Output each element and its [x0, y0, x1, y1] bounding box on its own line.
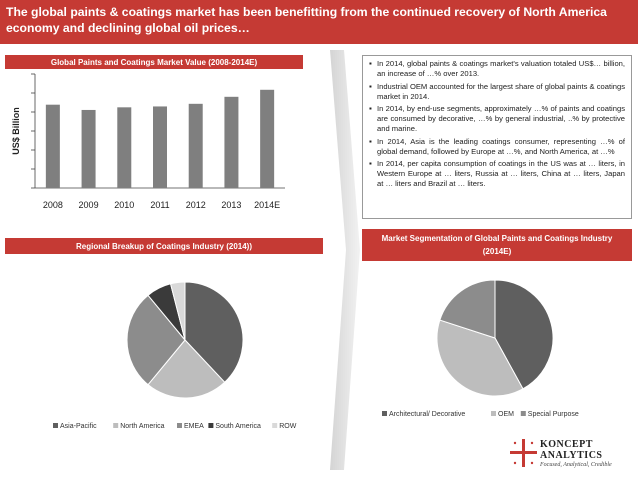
legend-label: ROW — [279, 423, 297, 430]
legend-label: South America — [215, 423, 261, 430]
bar — [189, 104, 203, 188]
logo-name — [540, 439, 602, 461]
bar-chart-title: Global Paints and Coatings Market Value (2008-2014E) — [5, 55, 303, 69]
legend-swatch — [491, 411, 496, 416]
key-findings-list — [362, 55, 632, 219]
bar — [224, 97, 238, 188]
x-tick-label: 2009 — [78, 200, 99, 210]
segment-title-line2: (2014E) — [482, 247, 512, 256]
company-logo — [510, 433, 630, 475]
bar — [117, 107, 131, 188]
x-tick-label: 2014E — [254, 200, 281, 210]
segmentation-pie-chart — [362, 264, 632, 428]
legend-label: Special Purpose — [527, 411, 579, 418]
logo-name-line1: KONCEPT — [540, 439, 593, 450]
legend-swatch — [177, 423, 182, 428]
bar — [46, 105, 60, 188]
segment-chart-title — [362, 229, 632, 261]
segment-title-line1: Market Segmentation of Global Paints and Coatings Industry — [381, 234, 613, 243]
x-tick-label: 2012 — [185, 200, 206, 210]
legend-label: EMEA — [184, 423, 204, 430]
logo-mark-icon — [510, 437, 538, 471]
bar — [153, 106, 167, 188]
logo-name-line2: ANALYTICS — [540, 450, 603, 461]
legend-label: OEM — [498, 411, 514, 418]
bar-chart — [5, 72, 305, 222]
finding-item: ▪ In 2014, per capita consumption of coatings in the US was at … liters, in Western Europe at … liters, Russia at … liters, China at … liters, Japan at … liters and Brazil at … liters. — [369, 159, 625, 189]
legend-label: North America — [120, 423, 165, 430]
x-tick-label: 2011 — [150, 200, 170, 210]
legend-swatch — [208, 423, 213, 428]
legend-swatch — [521, 411, 526, 416]
bar — [260, 90, 274, 188]
x-tick-label: 2013 — [221, 200, 242, 210]
legend-swatch — [113, 423, 118, 428]
x-tick-label: 2010 — [114, 200, 135, 210]
legend-label: Asia-Pacific — [60, 423, 97, 430]
legend-swatch — [272, 423, 277, 428]
finding-item: ▪ In 2014, Asia is the leading coatings consumer, representing …% of global demand, followed by Europe at …%, and North America, at …% — [369, 137, 625, 157]
finding-item: ▪ Industrial OEM accounted for the largest share of global paints & coatings market in 2014. — [369, 82, 625, 102]
legend-swatch — [382, 411, 387, 416]
legend-swatch — [53, 423, 58, 428]
page-title: The global paints & coatings market has been benefitting from the continued recovery of North America economy and declining global oil prices… — [0, 0, 638, 44]
y-axis-label: US$ Billion — [11, 107, 21, 155]
legend-label: Architectural/ Decorative — [389, 411, 466, 418]
bar — [82, 110, 96, 188]
finding-item: ▪ In 2014, by end-use segments, approximately …% of paints and coatings are consumed by decorative, …% by general industrial, ..% by protective and marine. — [369, 104, 625, 134]
logo-tagline: Focused, Analytical, Credible — [540, 462, 612, 468]
regional-chart-title: Regional Breakup of Coatings Industry (2014)) — [5, 238, 323, 254]
chevron-divider-icon — [330, 50, 362, 470]
x-tick-label: 2008 — [42, 200, 63, 210]
finding-item: ▪ In 2014, global paints & coatings market's valuation totaled US$… billion, an increase of …% over 2013. — [369, 59, 625, 79]
regional-pie-chart — [5, 258, 323, 438]
